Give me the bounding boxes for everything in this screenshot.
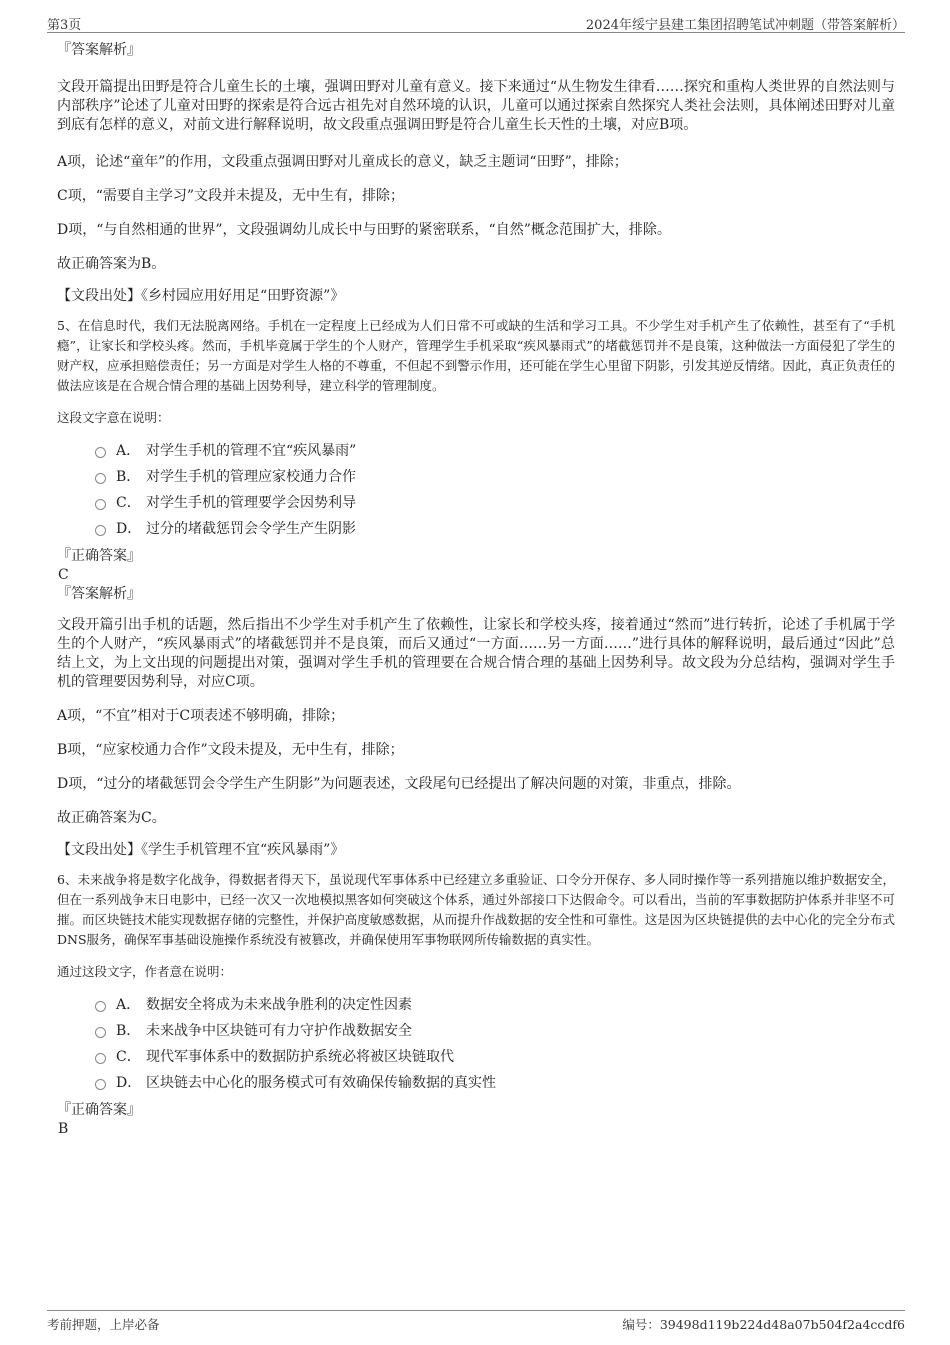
text-source: 【文段出处】《学生手机管理不宜“疾风暴雨”》: [57, 842, 345, 858]
radio-icon[interactable]: [95, 499, 106, 510]
document-title: 2024年绥宁县建工集团招聘笔试冲刺题（带答案解析）: [585, 18, 905, 33]
page-footer: [47, 1310, 905, 1337]
page-number: 第3页: [47, 18, 82, 33]
radio-icon[interactable]: [95, 1053, 106, 1064]
option-text: 对学生手机的管理不宜“疾风暴雨”: [146, 443, 357, 459]
question-5-option-d[interactable]: [95, 516, 895, 542]
analysis-conclusion: 故正确答案为C。: [57, 810, 166, 826]
question-6-option-a[interactable]: [95, 992, 895, 1018]
option-letter: A．: [116, 997, 141, 1013]
option-letter: A．: [116, 443, 141, 459]
question-5-option-b[interactable]: [95, 464, 895, 490]
question-5-prompt: 这段文字意在说明：: [57, 410, 170, 425]
question-5-option-c[interactable]: [95, 490, 895, 516]
analysis-option-d: D项，“过分的堵截惩罚会令学生产生阴影”为问题表述，文段尾句已经提出了解决问题的对策，非重点，排除。: [57, 776, 741, 792]
option-text: 对学生手机的管理要学会因势利导: [146, 495, 356, 511]
option-letter: C．: [116, 1049, 141, 1065]
option-letter: C．: [116, 495, 141, 511]
option-letter: D．: [116, 1075, 142, 1091]
correct-answer: B: [58, 1121, 69, 1137]
radio-icon[interactable]: [95, 1001, 106, 1012]
question-5-options: [95, 438, 895, 542]
footer-slogan: 考前押题，上岸必备: [47, 1317, 160, 1332]
question-5-option-a[interactable]: [95, 438, 895, 464]
analysis-option-b: B项，“应家校通力合作”文段未提及，无中生有，排除；: [57, 742, 404, 758]
option-text: 未来战争中区块链可有力守护作战数据安全: [146, 1023, 412, 1039]
analysis-option-c: C项，“需要自主学习”文段并未提及，无中生有，排除；: [57, 188, 405, 204]
radio-icon[interactable]: [95, 525, 106, 536]
analysis-conclusion: 故正确答案为B。: [57, 256, 166, 272]
correct-answer-label: 『正确答案』: [57, 548, 141, 564]
analysis-label: 『答案解析』: [57, 42, 141, 58]
question-6-stem: 6、未来战争将是数字化战争，得数据者得天下，虽说现代军事体系中已经建立多重验证、口令分开保存、多人同时操作等一系列措施以维护数据安全，但在一系列战争末日电影中，已经一次又一次地模拟黑客如何突破这个体系，通过外部接口下达假命令。可以看出，当前的军事数据防护体系并非坚不可摧。而区块链技术能实现数据存储的完整性，并保护高度敏感数据，从而提升作战数据的安全性和可靠性。这是因为区块链提供的去中心化的完全分布式DNS服务，确保军事基础设施操作系统没有被篡改，并确保使用军事物联网所传输数据的真实性。: [57, 872, 895, 947]
question-6-options: [95, 992, 895, 1096]
correct-answer-label: 『正确答案』: [57, 1102, 141, 1118]
correct-answer: C: [58, 567, 69, 583]
radio-icon[interactable]: [95, 1079, 106, 1090]
text-source: 【文段出处】《乡村园应用好用足“田野资源”》: [57, 288, 345, 304]
analysis-label: 『答案解析』: [57, 586, 141, 602]
analysis-option-a: A项，论述“童年”的作用，文段重点强调田野对儿童成长的意义，缺乏主题词“田野”，排除；: [57, 154, 628, 170]
radio-icon[interactable]: [95, 473, 106, 484]
option-text: 现代军事体系中的数据防护系统必将被区块链取代: [146, 1049, 454, 1065]
question-6-option-b[interactable]: [95, 1018, 895, 1044]
option-text: 区块链去中心化的服务模式可有效确保传输数据的真实性: [146, 1075, 496, 1091]
analysis-option-d: D项，“与自然相通的世界”，文段强调幼儿成长中与田野的紧密联系，“自然”概念范围扩大，排除。: [57, 222, 671, 238]
question-5-stem: 5、在信息时代，我们无法脱离网络。手机在一定程度上已经成为人们日常不可或缺的生活和学习工具。不少学生对手机产生了依赖性，甚至有了“手机瘾”，让家长和学校头疼。然而，手机毕竟属于学生的个人财产，管理学生手机采取“疾风暴雨式”的堵截惩罚并不是良策，这种做法一方面侵犯了学生的财产权，应承担赔偿责任；另一方面是对学生人格的不尊重，不但起不到警示作用，还可能在学生心里留下阴影，引发其逆反情绪。因此，真正负责任的做法应该是在合规合情合理的基础上因势利导，建立科学的管理制度。: [57, 318, 895, 393]
question-6-option-c[interactable]: [95, 1044, 895, 1070]
page-header: [47, 12, 905, 33]
question-6-prompt: 通过这段文字，作者意在说明：: [57, 964, 233, 979]
question-6-option-d[interactable]: [95, 1070, 895, 1096]
radio-icon[interactable]: [95, 447, 106, 458]
analysis-text: 文段开篇引出手机的话题，然后指出不少学生对手机产生了依赖性，让家长和学校头疼，接着通过“然而”进行转折，论述了手机属于学生的个人财产，“疾风暴雨式”的堵截惩罚并不是良策，而后又通过“一方面……另一方面……”进行具体的解释说明，最后通过“因此”总结上文，为上文出现的问题提出对策，强调对学生手机的管理要在合规合情合理的基础上因势利导。故文段为分总结构，强调对学生手机的管理要因势利导，对应C项。: [57, 617, 895, 690]
analysis-text: 文段开篇提出田野是符合儿童生长的土壤，强调田野对儿童有意义。接下来通过“从生物发生律看……探究和重构人类世界的自然法则与内部秩序”论述了儿童对田野的探索是符合远古祖先对自然环境的认识，儿童可以通过探索自然探究人类社会法则，具体阐述田野对儿童到底有怎样的意义，对前文进行解释说明，故文段重点强调田野是符合儿童生长天性的土壤，对应B项。: [57, 79, 895, 133]
radio-icon[interactable]: [95, 1027, 106, 1038]
document-body: [57, 40, 895, 1138]
option-letter: B．: [116, 469, 141, 485]
option-text: 过分的堵截惩罚会令学生产生阴影: [146, 521, 356, 537]
option-letter: D．: [116, 521, 142, 537]
option-text: 数据安全将成为未来战争胜利的决定性因素: [146, 997, 412, 1013]
option-text: 对学生手机的管理应家校通力合作: [146, 469, 356, 485]
option-letter: B．: [116, 1023, 141, 1039]
document-id: 编号：39498d119b224d48a07b504f2a4ccdf6: [622, 1317, 905, 1332]
analysis-option-a: A项，“不宜”相对于C项表述不够明确，排除；: [57, 708, 345, 724]
